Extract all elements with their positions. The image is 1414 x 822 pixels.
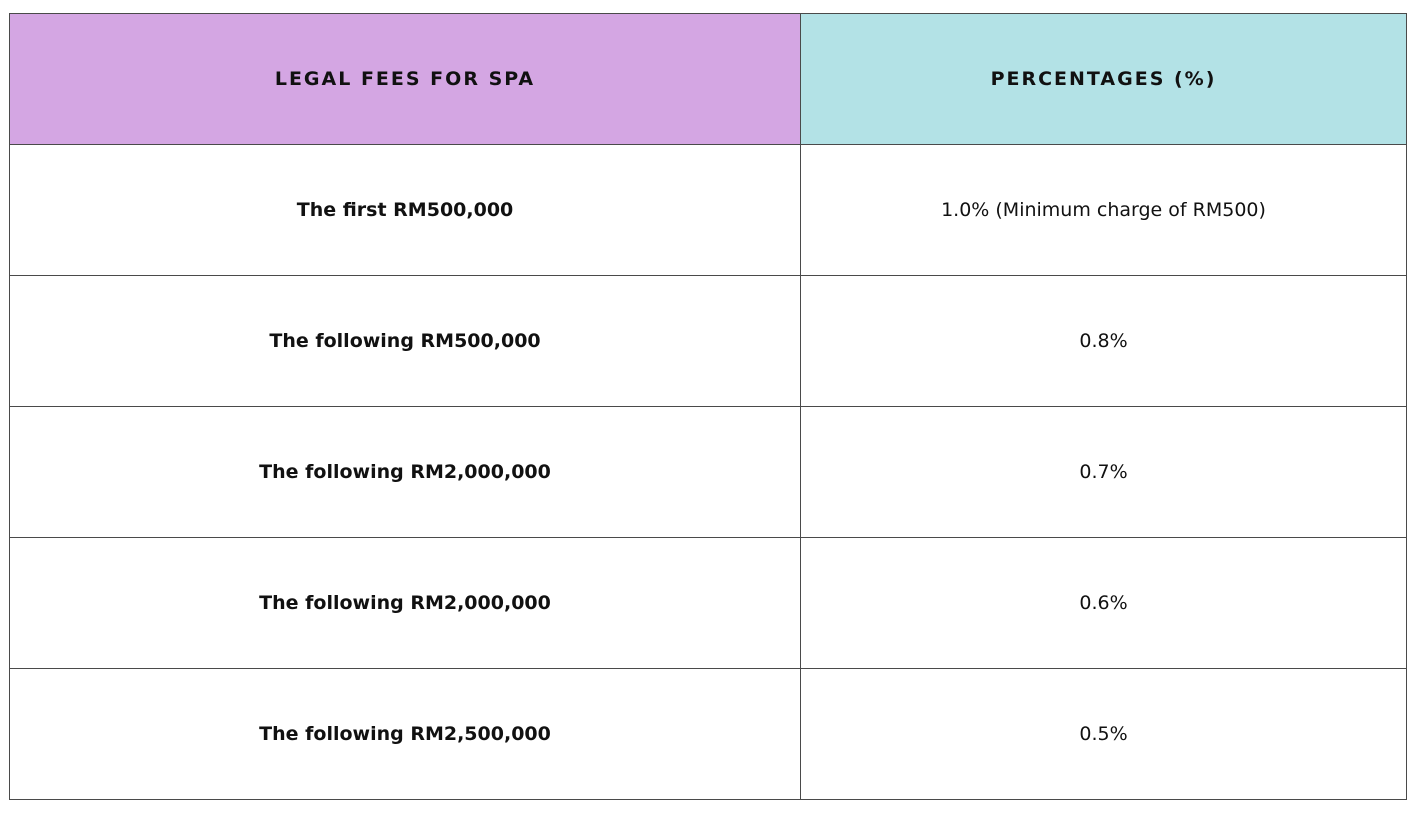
header-legal-fees: LEGAL FEES FOR SPA — [10, 14, 801, 145]
row-value: 0.8% — [801, 276, 1407, 407]
table-row — [10, 145, 1407, 276]
row-label: The following RM2,500,000 — [10, 669, 801, 800]
row-value: 0.5% — [801, 669, 1407, 800]
row-label: The following RM2,000,000 — [10, 407, 801, 538]
row-value: 1.0% (Minimum charge of RM500) — [801, 145, 1407, 276]
row-label: The following RM2,000,000 — [10, 538, 801, 669]
row-label: The first RM500,000 — [10, 145, 801, 276]
table-row — [10, 538, 1407, 669]
row-value: 0.7% — [801, 407, 1407, 538]
legal-fees-table — [9, 13, 1407, 800]
table-row — [10, 407, 1407, 538]
table-row — [10, 276, 1407, 407]
table-row — [10, 669, 1407, 800]
header-percentages: PERCENTAGES (%) — [801, 14, 1407, 145]
row-value: 0.6% — [801, 538, 1407, 669]
row-label: The following RM500,000 — [10, 276, 801, 407]
table-header-row — [10, 14, 1407, 145]
